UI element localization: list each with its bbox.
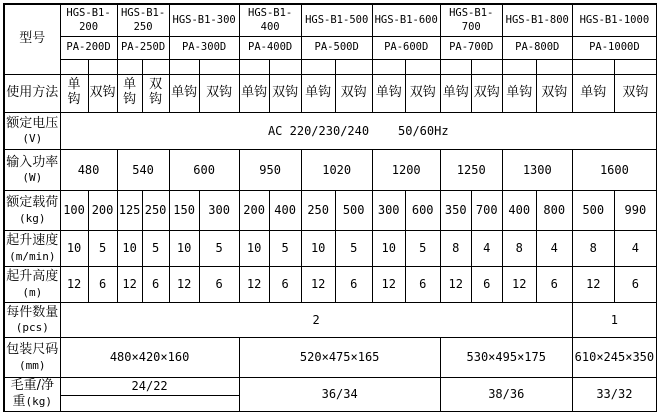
pa-model-cell: PA-1000D <box>572 36 656 59</box>
power-cell: 480 <box>60 149 117 190</box>
spacer-cell <box>536 59 572 74</box>
model-name-cell: HGS-B1-400 <box>239 4 301 36</box>
row-header-packing-label: 包装尺码 <box>6 342 59 358</box>
pa-model-cell: PA-800D <box>502 36 572 59</box>
row-header-height <box>4 266 60 302</box>
row-header-usage <box>4 74 60 112</box>
row-header-packing <box>4 337 60 377</box>
packing-cell: 520×475×165 <box>239 337 440 377</box>
spec-table <box>3 3 657 412</box>
row-header-weight-unit: (kg) <box>25 395 53 408</box>
row-height <box>4 266 657 302</box>
usage-cell: 双钩 <box>405 74 440 112</box>
row-speed <box>4 230 657 266</box>
usage-cell: 单钩 <box>440 74 471 112</box>
row-header-voltage-label: 额定电压 <box>6 115 59 131</box>
pa-model-cell: PA-500D <box>301 36 372 59</box>
load-cell: 300 <box>372 190 405 230</box>
load-cell: 300 <box>199 190 239 230</box>
row-weight <box>4 377 657 411</box>
spacer-cell <box>239 59 269 74</box>
row-header-packing-unit: (mm) <box>19 358 46 372</box>
row-header-speed-unit: (m/min) <box>9 249 56 263</box>
usage-cell: 双钩 <box>614 74 656 112</box>
spacer-cell <box>269 59 301 74</box>
speed-cell: 5 <box>88 230 117 266</box>
row-model-pa <box>4 36 657 59</box>
row-header-power <box>4 149 60 190</box>
spacer-cell <box>60 59 88 74</box>
spacer-cell <box>440 59 471 74</box>
row-header-weight-label: 毛重/净重 <box>10 377 54 409</box>
spacer-cell <box>572 59 614 74</box>
qty-cell: 2 <box>60 302 572 337</box>
row-header-speed <box>4 230 60 266</box>
row-header-qty-unit: (pcs) <box>15 321 49 335</box>
weight-empty-subcell <box>61 396 239 411</box>
speed-cell: 8 <box>440 230 471 266</box>
load-cell: 200 <box>88 190 117 230</box>
pa-model-cell: PA-400D <box>239 36 301 59</box>
spacer-cell <box>88 59 117 74</box>
row-packing <box>4 337 657 377</box>
height-cell: 6 <box>614 266 656 302</box>
spacer-cell <box>301 59 335 74</box>
row-header-height-unit: (m) <box>22 285 43 299</box>
height-cell: 12 <box>169 266 199 302</box>
load-cell: 250 <box>301 190 335 230</box>
spacer-cell <box>405 59 440 74</box>
load-cell: 500 <box>572 190 614 230</box>
model-name-cell: HGS-B1-700 <box>440 4 502 36</box>
model-name-cell: HGS-B1-250 <box>117 4 169 36</box>
height-cell: 12 <box>440 266 471 302</box>
speed-cell: 4 <box>614 230 656 266</box>
load-cell: 800 <box>536 190 572 230</box>
model-name-cell: HGS-B1-500 <box>301 4 372 36</box>
height-cell: 12 <box>372 266 405 302</box>
row-header-power-unit: (W) <box>22 171 43 185</box>
speed-cell: 5 <box>142 230 169 266</box>
spacer-cell <box>169 59 199 74</box>
packing-cell: 530×495×175 <box>440 337 572 377</box>
power-cell: 1250 <box>440 149 502 190</box>
load-cell: 500 <box>335 190 372 230</box>
speed-cell: 8 <box>502 230 536 266</box>
load-cell: 400 <box>502 190 536 230</box>
pa-model-cell: PA-200D <box>60 36 117 59</box>
row-header-voltage-unit: (V) <box>22 132 43 146</box>
pa-model-cell: PA-250D <box>117 36 169 59</box>
height-cell: 6 <box>269 266 301 302</box>
usage-cell: 双钩 <box>471 74 502 112</box>
usage-cell: 单钩 <box>117 74 142 112</box>
row-header-speed-label: 起升速度 <box>6 233 59 249</box>
usage-cell: 单钩 <box>239 74 269 112</box>
spacer-cell <box>372 59 405 74</box>
model-name-cell: HGS-B1-1000 <box>572 4 656 36</box>
usage-cell: 单钩 <box>169 74 199 112</box>
row-header-height-label: 起升高度 <box>6 269 59 285</box>
packing-cell: 610×245×350 <box>572 337 656 377</box>
pa-model-cell: PA-300D <box>169 36 239 59</box>
speed-cell: 10 <box>239 230 269 266</box>
row-header-usage-label: 使用方法 <box>6 84 59 100</box>
height-cell: 6 <box>471 266 502 302</box>
speed-cell: 5 <box>335 230 372 266</box>
row-header-qty <box>4 302 60 337</box>
row-qty <box>4 302 657 337</box>
row-header-model <box>4 4 60 74</box>
model-name-cell: HGS-B1-300 <box>169 4 239 36</box>
usage-cell: 双钩 <box>335 74 372 112</box>
row-header-weight <box>4 377 60 411</box>
usage-cell: 双钩 <box>142 74 169 112</box>
speed-cell: 10 <box>372 230 405 266</box>
usage-cell: 双钩 <box>88 74 117 112</box>
row-header-qty-label: 每件数量 <box>6 304 59 320</box>
speed-cell: 10 <box>117 230 142 266</box>
row-header-voltage <box>4 112 60 149</box>
speed-cell: 4 <box>471 230 502 266</box>
load-cell: 700 <box>471 190 502 230</box>
load-cell: 350 <box>440 190 471 230</box>
usage-cell: 双钩 <box>199 74 239 112</box>
voltage-cell: AC 220/230/240 50/60Hz <box>60 112 656 149</box>
spacer-cell <box>335 59 372 74</box>
usage-cell: 双钩 <box>269 74 301 112</box>
usage-cell: 单钩 <box>372 74 405 112</box>
row-usage <box>4 74 657 112</box>
load-cell: 990 <box>614 190 656 230</box>
weight-cell <box>60 377 239 411</box>
height-cell: 12 <box>239 266 269 302</box>
spacer-cell <box>142 59 169 74</box>
power-cell: 1200 <box>372 149 440 190</box>
height-cell: 6 <box>142 266 169 302</box>
row-header-load-unit: (kg) <box>19 211 46 225</box>
row-spacer <box>4 59 657 74</box>
speed-cell: 5 <box>199 230 239 266</box>
usage-cell: 单钩 <box>301 74 335 112</box>
load-cell: 125 <box>117 190 142 230</box>
row-model-hgs <box>4 4 657 36</box>
usage-cell: 双钩 <box>536 74 572 112</box>
height-cell: 6 <box>405 266 440 302</box>
row-power <box>4 149 657 190</box>
row-header-load <box>4 190 60 230</box>
speed-cell: 5 <box>405 230 440 266</box>
load-cell: 150 <box>169 190 199 230</box>
speed-cell: 5 <box>269 230 301 266</box>
power-cell: 600 <box>169 149 239 190</box>
height-cell: 6 <box>335 266 372 302</box>
spacer-cell <box>614 59 656 74</box>
row-header-load-label: 额定载荷 <box>6 195 59 211</box>
height-cell: 12 <box>572 266 614 302</box>
power-cell: 1020 <box>301 149 372 190</box>
weight-value: 24/22 <box>61 378 239 396</box>
power-cell: 540 <box>117 149 169 190</box>
height-cell: 6 <box>536 266 572 302</box>
height-cell: 12 <box>60 266 88 302</box>
packing-cell: 480×420×160 <box>60 337 239 377</box>
row-load <box>4 190 657 230</box>
power-cell: 1600 <box>572 149 656 190</box>
load-cell: 250 <box>142 190 169 230</box>
model-name-cell: HGS-B1-600 <box>372 4 440 36</box>
power-cell: 950 <box>239 149 301 190</box>
weight-cell: 36/34 <box>239 377 440 411</box>
spacer-cell <box>471 59 502 74</box>
pa-model-cell: PA-600D <box>372 36 440 59</box>
weight-cell: 33/32 <box>572 377 656 411</box>
speed-cell: 8 <box>572 230 614 266</box>
spacer-cell <box>117 59 142 74</box>
usage-cell: 单钩 <box>502 74 536 112</box>
load-cell: 400 <box>269 190 301 230</box>
height-cell: 12 <box>301 266 335 302</box>
height-cell: 6 <box>199 266 239 302</box>
speed-cell: 10 <box>301 230 335 266</box>
height-cell: 6 <box>88 266 117 302</box>
qty-cell: 1 <box>572 302 656 337</box>
load-cell: 100 <box>60 190 88 230</box>
speed-cell: 10 <box>60 230 88 266</box>
model-name-cell: HGS-B1-800 <box>502 4 572 36</box>
row-header-power-label: 输入功率 <box>6 154 59 170</box>
pa-model-cell: PA-700D <box>440 36 502 59</box>
weight-cell: 38/36 <box>440 377 572 411</box>
usage-cell: 单钩 <box>572 74 614 112</box>
spacer-cell <box>502 59 536 74</box>
row-voltage <box>4 112 657 149</box>
usage-cell: 单钩 <box>60 74 88 112</box>
height-cell: 12 <box>502 266 536 302</box>
power-cell: 1300 <box>502 149 572 190</box>
model-name-cell: HGS-B1-200 <box>60 4 117 36</box>
spacer-cell <box>199 59 239 74</box>
speed-cell: 10 <box>169 230 199 266</box>
row-header-model-label: 型号 <box>19 31 46 47</box>
height-cell: 12 <box>117 266 142 302</box>
load-cell: 600 <box>405 190 440 230</box>
speed-cell: 4 <box>536 230 572 266</box>
load-cell: 200 <box>239 190 269 230</box>
